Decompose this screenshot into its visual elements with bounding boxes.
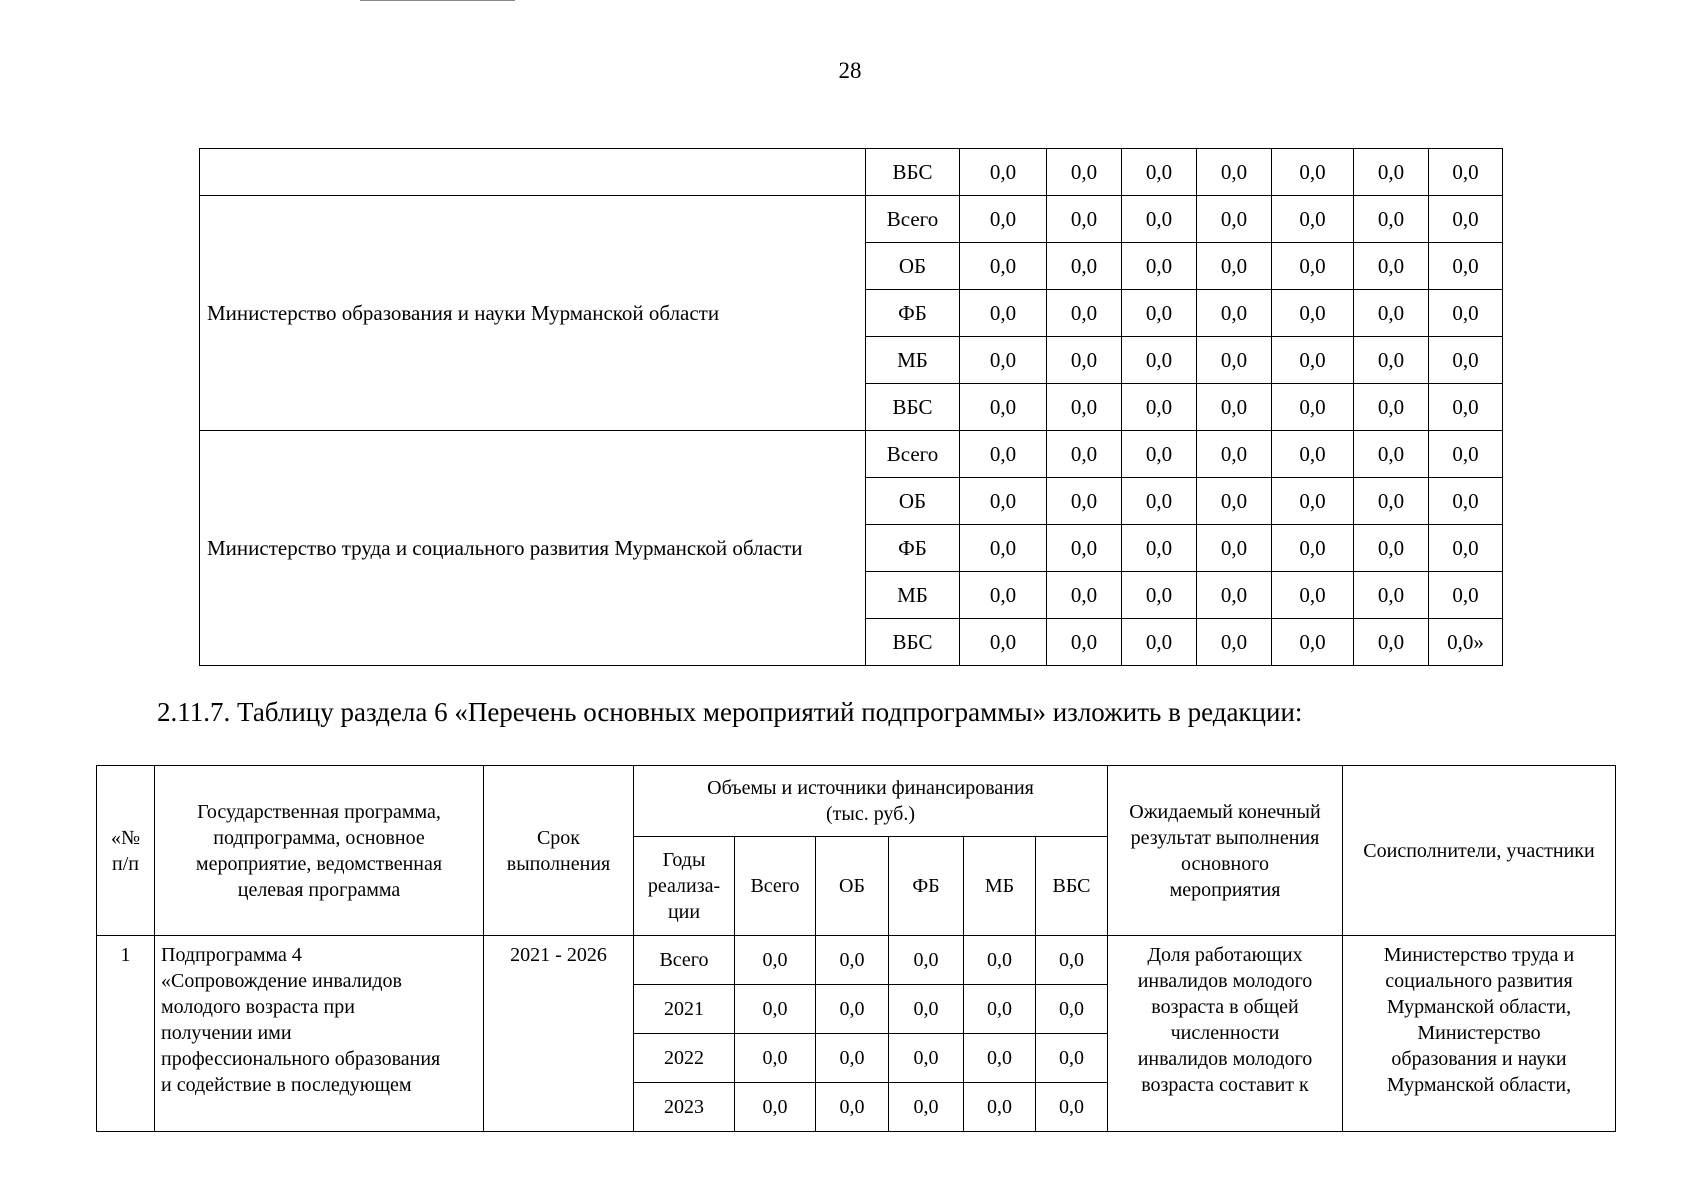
value-cell: 0,0: [1197, 572, 1272, 619]
value-cell: 0,0: [1047, 572, 1122, 619]
header-financing: Объемы и источники финансирования (тыс. руб.): [634, 766, 1108, 837]
value-cell: 0,0: [889, 1083, 964, 1132]
year-cell: 2022: [634, 1034, 735, 1083]
row-number: 1: [97, 936, 155, 1132]
value-cell: 0,0: [1197, 384, 1272, 431]
value-cell: 0,0: [1036, 1034, 1108, 1083]
value-cell: 0,0: [889, 936, 964, 985]
header-participants: Соисполнители, участники: [1343, 766, 1616, 936]
value-cell: 0,0: [816, 1083, 889, 1132]
value-cell: 0,0: [1354, 384, 1429, 431]
value-cell: 0,0: [1429, 149, 1503, 196]
value-cell: 0,0: [1354, 619, 1429, 666]
org-name-cell: Министерство труда и социального развития Мурманской области: [200, 431, 866, 666]
year-cell: Всего: [634, 936, 735, 985]
value-cell: 0,0: [1036, 985, 1108, 1034]
value-cell: 0,0: [1429, 431, 1503, 478]
value-cell: 0,0: [1197, 525, 1272, 572]
value-cell: 0,0: [1122, 196, 1197, 243]
participants-cell: Министерство труда и социального развития Мурманской области, Министерство образования и науки Мурманской области,: [1343, 936, 1616, 1132]
value-cell: 0,0: [889, 985, 964, 1034]
value-cell: 0,0: [1122, 290, 1197, 337]
table-row: [200, 149, 1503, 196]
value-cell: 0,0: [960, 149, 1047, 196]
source-cell: Всего: [866, 431, 960, 478]
value-cell: 0,0: [889, 1034, 964, 1083]
value-cell: 0,0: [1429, 337, 1503, 384]
header-result: Ожидаемый конечный результат выполнения основного мероприятия: [1108, 766, 1343, 936]
header-ob: ОБ: [816, 837, 889, 936]
value-cell: 0,0: [960, 431, 1047, 478]
value-cell: 0,0: [1272, 149, 1354, 196]
value-cell: 0,0: [1047, 431, 1122, 478]
value-cell: 0,0: [1122, 149, 1197, 196]
value-cell: 0,0: [1036, 1083, 1108, 1132]
value-cell: 0,0: [1272, 478, 1354, 525]
value-cell: 0,0: [1197, 243, 1272, 290]
value-cell: 0,0: [1429, 572, 1503, 619]
source-cell: ОБ: [866, 243, 960, 290]
top-rule-line: [360, 0, 515, 1]
value-cell: 0,0: [1272, 290, 1354, 337]
header-number: «№ п/п: [97, 766, 155, 936]
value-cell: 0,0: [1122, 384, 1197, 431]
header-term: Срок выполнения: [484, 766, 634, 936]
value-cell: 0,0»: [1429, 619, 1503, 666]
value-cell: 0,0: [1354, 243, 1429, 290]
header-vbs: ВБС: [1036, 837, 1108, 936]
value-cell: 0,0: [1047, 149, 1122, 196]
value-cell: 0,0: [1354, 478, 1429, 525]
header-fb: ФБ: [889, 837, 964, 936]
org-name-cell: [200, 149, 866, 196]
value-cell: 0,0: [1047, 243, 1122, 290]
value-cell: 0,0: [1197, 431, 1272, 478]
value-cell: 0,0: [960, 525, 1047, 572]
value-cell: 0,0: [1122, 243, 1197, 290]
value-cell: 0,0: [960, 337, 1047, 384]
header-years: Годы реализа- ции: [634, 837, 735, 936]
value-cell: 0,0: [1197, 149, 1272, 196]
value-cell: 0,0: [964, 1083, 1036, 1132]
value-cell: 0,0: [964, 936, 1036, 985]
year-cell: 2023: [634, 1083, 735, 1132]
source-cell: ОБ: [866, 478, 960, 525]
source-cell: ФБ: [866, 525, 960, 572]
value-cell: 0,0: [735, 1034, 816, 1083]
value-cell: 0,0: [816, 1034, 889, 1083]
source-cell: МБ: [866, 337, 960, 384]
value-cell: 0,0: [1429, 196, 1503, 243]
table-row: [97, 936, 1616, 985]
value-cell: 0,0: [1429, 290, 1503, 337]
page-number: 28: [838, 58, 862, 83]
value-cell: 0,0: [1429, 243, 1503, 290]
value-cell: 0,0: [1047, 384, 1122, 431]
value-cell: 0,0: [1354, 196, 1429, 243]
value-cell: 0,0: [1122, 525, 1197, 572]
value-cell: 0,0: [1354, 431, 1429, 478]
value-cell: 0,0: [1429, 478, 1503, 525]
value-cell: 0,0: [1122, 431, 1197, 478]
value-cell: 0,0: [1429, 384, 1503, 431]
value-cell: 0,0: [960, 478, 1047, 525]
value-cell: 0,0: [1272, 196, 1354, 243]
value-cell: 0,0: [735, 1083, 816, 1132]
year-cell: 2021: [634, 985, 735, 1034]
source-cell: ВБС: [866, 384, 960, 431]
value-cell: 0,0: [1197, 337, 1272, 384]
value-cell: 0,0: [1047, 337, 1122, 384]
financing-table-continued: [199, 148, 1503, 666]
value-cell: 0,0: [735, 936, 816, 985]
value-cell: 0,0: [1047, 525, 1122, 572]
value-cell: 0,0: [1354, 337, 1429, 384]
source-cell: Всего: [866, 196, 960, 243]
value-cell: 0,0: [1354, 572, 1429, 619]
program-name: Подпрограмма 4 «Сопровождение инвалидов молодого возраста при получении ими профессионального образования и содействие в последующем: [155, 936, 484, 1132]
value-cell: 0,0: [960, 619, 1047, 666]
value-cell: 0,0: [1272, 572, 1354, 619]
value-cell: 0,0: [1272, 431, 1354, 478]
source-cell: ВБС: [866, 149, 960, 196]
value-cell: 0,0: [1429, 525, 1503, 572]
amendment-paragraph: 2.11.7. Таблицу раздела 6 «Перечень основных мероприятий подпрограммы» изложить в редакции:: [157, 697, 1303, 727]
result-cell: Доля работающих инвалидов молодого возраста в общей численности инвалидов молодого возраста составит к: [1108, 936, 1343, 1132]
value-cell: 0,0: [1354, 525, 1429, 572]
source-cell: ВБС: [866, 619, 960, 666]
value-cell: 0,0: [1047, 619, 1122, 666]
table-row: [200, 196, 1503, 243]
value-cell: 0,0: [1272, 337, 1354, 384]
value-cell: 0,0: [1272, 243, 1354, 290]
value-cell: 0,0: [816, 985, 889, 1034]
value-cell: 0,0: [1047, 478, 1122, 525]
value-cell: 0,0: [1047, 290, 1122, 337]
value-cell: 0,0: [960, 243, 1047, 290]
value-cell: 0,0: [960, 572, 1047, 619]
value-cell: 0,0: [960, 196, 1047, 243]
value-cell: 0,0: [1036, 936, 1108, 985]
source-cell: МБ: [866, 572, 960, 619]
value-cell: 0,0: [1197, 196, 1272, 243]
source-cell: ФБ: [866, 290, 960, 337]
activities-table: [96, 765, 1616, 1132]
value-cell: 0,0: [735, 985, 816, 1034]
value-cell: 0,0: [964, 1034, 1036, 1083]
value-cell: 0,0: [1122, 572, 1197, 619]
value-cell: 0,0: [816, 936, 889, 985]
value-cell: 0,0: [960, 290, 1047, 337]
value-cell: 0,0: [1122, 337, 1197, 384]
value-cell: 0,0: [1272, 525, 1354, 572]
table-row: [200, 431, 1503, 478]
value-cell: 0,0: [1354, 290, 1429, 337]
value-cell: 0,0: [1122, 478, 1197, 525]
value-cell: 0,0: [960, 384, 1047, 431]
term-cell: 2021 - 2026: [484, 936, 634, 1132]
header-total: Всего: [735, 837, 816, 936]
value-cell: 0,0: [1197, 619, 1272, 666]
header-mb: МБ: [964, 837, 1036, 936]
value-cell: 0,0: [1197, 290, 1272, 337]
value-cell: 0,0: [964, 985, 1036, 1034]
value-cell: 0,0: [1047, 196, 1122, 243]
value-cell: 0,0: [1272, 619, 1354, 666]
value-cell: 0,0: [1197, 478, 1272, 525]
org-name-cell: Министерство образования и науки Мурманской области: [200, 196, 866, 431]
header-program: Государственная программа, подпрограмма, основное мероприятие, ведомственная целевая программа: [155, 766, 484, 936]
value-cell: 0,0: [1122, 619, 1197, 666]
value-cell: 0,0: [1354, 149, 1429, 196]
value-cell: 0,0: [1272, 384, 1354, 431]
